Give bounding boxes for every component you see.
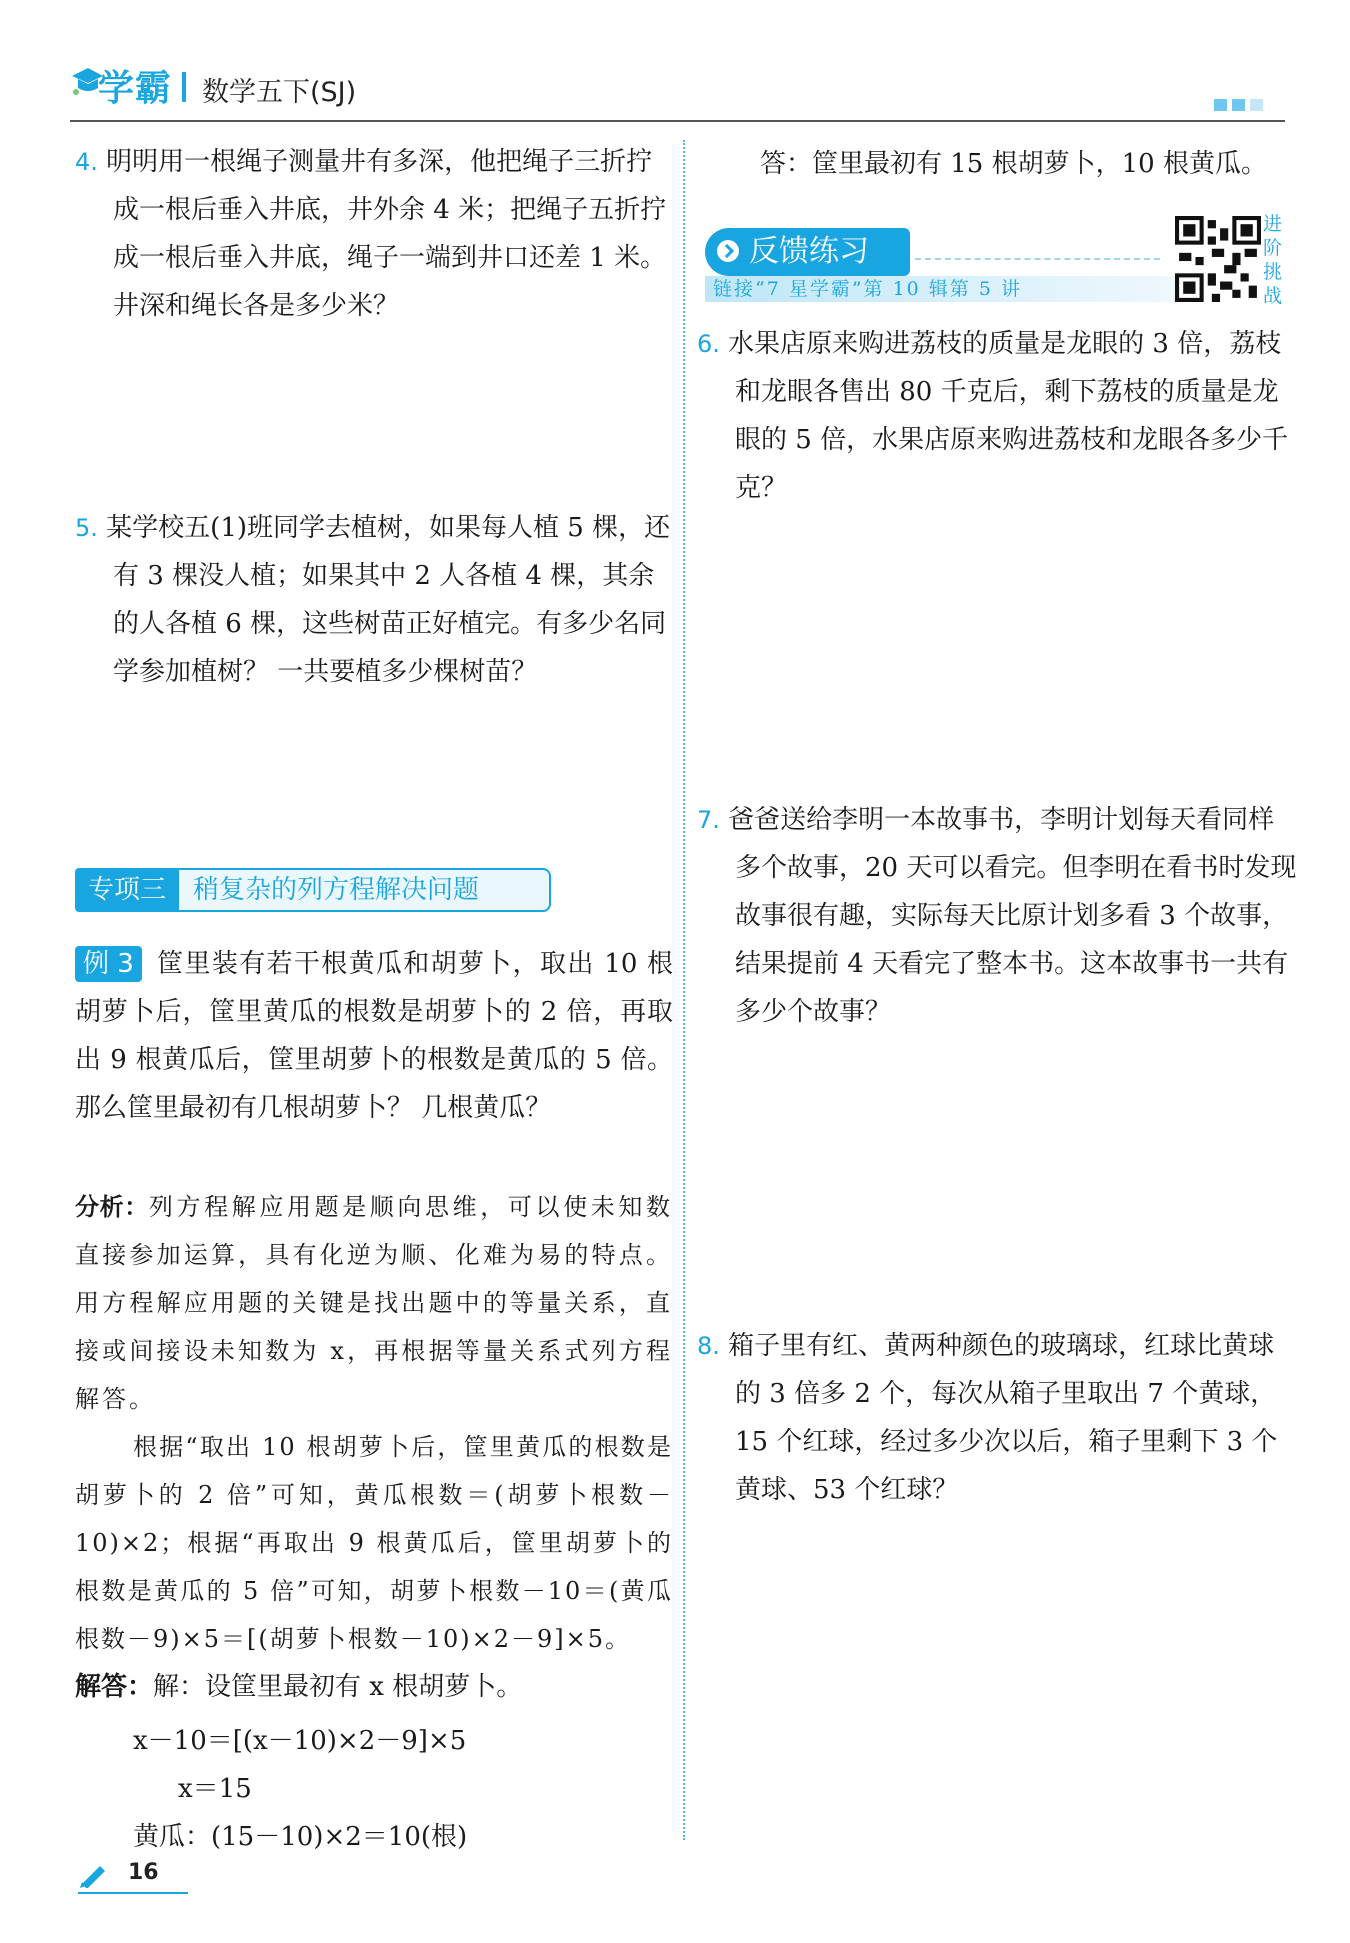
example-badge: 例 3 — [75, 946, 142, 982]
brand-logo-text: 学霸 — [98, 68, 173, 109]
logo-separator — [182, 72, 186, 102]
feedback-practice-banner — [705, 213, 1295, 308]
example-answer-line: 答：筐里最初有 15 根胡萝卜，10 根黄瓜。 — [760, 149, 1267, 179]
problem-text: 明明用一根绳子测量井有多深，他把绳子三折拧成一根后垂入井底，井外余 4 米；把绳子五折拧成一根后垂入井底，绳子一端到井口还差 1 米。井深和绳长各是多少米？ — [106, 147, 667, 321]
chevron-right-icon — [717, 240, 739, 262]
problem-6 — [697, 320, 1297, 512]
problem-text: 某学校五(1)班同学去植树，如果每人植 5 棵，还有 3 棵没人植；如果其中 2 人各植 4 棵，其余的人各植 6 棵，这些树苗正好植完。有多少名同学参加植树？ 一共要植多少棵树苗？ — [106, 513, 671, 687]
footer-rule — [78, 1892, 188, 1894]
qr-code-icon[interactable] — [1175, 216, 1261, 302]
qr-label: 进阶挑战 — [1263, 213, 1283, 307]
problem-text: 箱子里有红、黄两种颜色的玻璃球，红球比黄球的 3 倍多 2 个，每次从箱子里取出 7 个黄球，15 个红球，经过多少次以后，箱子里剩下 3 个黄球、53 个红球？ — [728, 1331, 1278, 1505]
problem-5 — [75, 504, 673, 696]
feedback-title-pill — [705, 228, 910, 276]
problem-number: 4. — [75, 148, 98, 176]
page-number: 16 — [128, 1860, 159, 1885]
problem-7 — [697, 796, 1297, 1036]
problem-number: 8. — [697, 1332, 720, 1360]
feedback-title: 反馈练习 — [749, 234, 869, 269]
section-title: 稍复杂的列方程解决问题 — [179, 868, 551, 912]
analysis-text: 列方程解应用题是顺向思维，可以使未知数直接参加运算，具有化逆为顺、化难为易的特点。用方程解应用题的关键是找出题中的等量关系，直接或间接设未知数为 x，再根据等量关系式列方程解答。 — [75, 1193, 674, 1413]
page-header — [70, 58, 1285, 120]
analysis-block — [75, 1183, 673, 1423]
section-tag: 专项三 — [75, 868, 179, 912]
book-title: 数学五下(SJ) — [202, 77, 357, 108]
banner-dash — [915, 258, 1160, 260]
pencil-icon — [78, 1862, 108, 1888]
problem-number: 6. — [697, 330, 720, 358]
problem-text: 水果店原来购进荔枝的质量是龙眼的 3 倍，荔枝和龙眼各售出 80 千克后，剩下荔枝的质量是龙眼的 5 倍，水果店原来购进荔枝和龙眼各多少千克？ — [728, 329, 1289, 503]
example-3 — [75, 940, 673, 1132]
example-text: 筐里装有若干根黄瓜和胡萝卜，取出 10 根胡萝卜后，筐里黄瓜的根数是胡萝卜的 2 倍，再取出 9 根黄瓜后，筐里胡萝卜的根数是黄瓜的 5 倍。那么筐里最初有几根胡萝卜？ 几根黄瓜？ — [75, 949, 673, 1123]
analysis-label: 分析： — [75, 1193, 149, 1221]
column-divider — [683, 140, 685, 1840]
feedback-link-text: 链接“7 星学霸”第 10 辑第 5 讲 — [713, 278, 1022, 300]
equation-2: x＝15 — [178, 1774, 252, 1804]
problem-8 — [697, 1322, 1297, 1514]
answer-text: 解：设筐里最初有 x 根胡萝卜。 — [153, 1672, 523, 1702]
page-footer — [78, 1860, 198, 1892]
problem-number: 5. — [75, 514, 98, 542]
equation-3: 黄瓜：(15－10)×2＝10(根) — [133, 1822, 468, 1852]
analysis-paragraph: 根据“取出 10 根胡萝卜后，筐里黄瓜的根数是胡萝卜的 2 倍”可知，黄瓜根数＝(胡萝卜根数－10)×2；根据“再取出 9 根黄瓜后，筐里胡萝卜的根数是黄瓜的 5 倍”可知，胡萝卜根数－10＝(黄瓜根数－9)×5＝[(胡萝卜根数－10)×2－9]×5。 — [75, 1433, 673, 1653]
header-decoration — [1209, 96, 1263, 115]
answer-block — [75, 1663, 522, 1711]
problem-text: 爸爸送给李明一本故事书，李明计划每天看同样多个故事，20 天可以看完。但李明在看书时发现故事很有趣，实际每天比原计划多看 3 个故事，结果提前 4 天看完了整本书。这本故事书一共有多少个故事？ — [728, 805, 1297, 1027]
header-rule — [70, 120, 1285, 122]
problem-number: 7. — [697, 806, 720, 834]
answer-label: 解答： — [75, 1672, 154, 1702]
equation-1: x－10＝[(x－10)×2－9]×5 — [133, 1726, 467, 1756]
problem-4 — [75, 138, 673, 330]
